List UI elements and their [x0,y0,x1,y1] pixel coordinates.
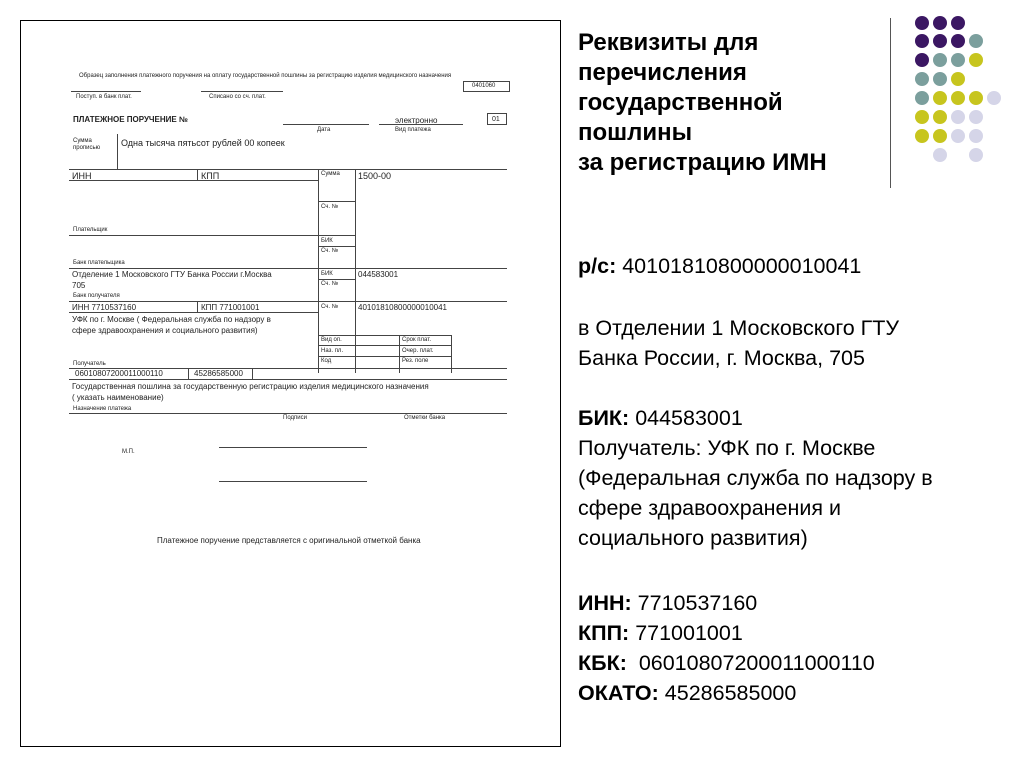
kpp-label: КПП: [578,621,630,645]
dot-icon [915,34,929,48]
dot-icon [951,91,965,105]
summa-label: Сумма [321,171,340,177]
title-line4: пошлины [578,119,693,146]
recipient-line1: УФК по г. Москве ( Федеральная служба по надзору в [72,315,271,324]
platelshik-label: Плательщик [73,227,108,233]
dot-icon [933,129,947,143]
otmetki-banka-label: Отметки банка [404,415,446,421]
dot-icon [915,91,929,105]
title-line1: Реквизиты для [578,29,759,56]
okato-cell: 45286585000 [194,369,243,378]
dot-icon [915,72,929,86]
dot-icon [951,34,965,48]
srok-plat: Срок плат. [402,337,432,343]
summa-text: Одна тысяча пятьсот рублей 00 копеек [121,138,285,148]
dot-icon [969,110,983,124]
dot-icon [933,110,947,124]
dot-icon [933,53,947,67]
dot-icon [933,34,947,48]
dot-icon [951,129,965,143]
postup-label: Поступ. в банк плат. [76,94,132,100]
bank-platelshika: Банк плательщика [73,260,125,266]
sch-no-2: Сч. № [321,248,339,254]
kbk-label: КБК: [578,651,627,675]
title-divider [890,18,891,188]
title-line2: перечисления [578,59,747,86]
bik-label-1: БИК [321,238,333,244]
slide-title [578,28,878,178]
vid-op: Вид оп. [321,337,342,343]
form-footer: Платежное поручение представляется с оригинальной отметкой банка [157,536,421,545]
account-value-cell: 40101810800000010041 [358,303,447,312]
sch-no-3: Сч. № [321,281,339,287]
mp-label: М.П. [122,449,135,455]
bank-line1: в Отделении 1 Московского ГТУ [578,316,900,340]
purpose-line2: ( указать наименование) [72,393,164,402]
electronic-label: электронно [395,116,438,125]
bank-block [578,313,1018,373]
dot-icon [915,110,929,124]
summa-propisyu-1: Сумма [73,138,92,144]
dot-icon [969,129,983,143]
dot-icon [951,110,965,124]
dot-icon [933,16,947,30]
bik-label-2: БИК [321,271,333,277]
date-label: Дата [317,127,331,133]
naznachenie-label: Назначение платежа [73,406,132,412]
codes-block [578,588,1018,708]
summa-value: 1500-00 [358,171,392,181]
okato-value: 45286585000 [664,681,797,705]
form-code: 0401060 [472,83,496,89]
code01: 01 [492,116,500,123]
dot-icon [915,53,929,67]
summa-propisyu-2: прописью [73,145,101,151]
podpisi-label: Подписи [283,415,307,421]
recipient-line3: сфере здравоохранения и [578,496,841,520]
payment-order-form [20,20,561,747]
rez-pole: Рез. поле [402,358,429,364]
bik-label: БИК: [578,406,630,430]
bik-value: 044583001 [635,406,743,430]
dot-icon [933,148,947,162]
dot-icon [951,72,965,86]
account-value: 40101810800000010041 [622,254,862,278]
spisano-label: Списано со сч. плат. [209,94,266,100]
dot-icon [969,91,983,105]
recipient-line1: Получатель: УФК по г. Москве [578,436,876,460]
dot-icon [987,91,1001,105]
inn-recipient: ИНН 7710537160 [72,303,137,312]
naz-pl: Наз. пл. [321,348,344,354]
inn-value: 7710537160 [637,591,758,615]
dot-icon [933,91,947,105]
dot-icon [915,129,929,143]
kpp-label: КПП [201,171,220,181]
dot-icon [951,53,965,67]
bik-value-cell: 044583001 [358,270,399,279]
inn-label: ИНН: [578,591,632,615]
recipient-line2: сфере здравоохранения и социального развития) [72,326,258,335]
dot-icon [915,16,929,30]
form-header: Образец заполнения платежного поручения на оплату государственной пошлины за регистрацию изделия медицинского назначения [79,73,452,79]
recipient-line4: социального развития) [578,526,808,550]
dot-icon [933,72,947,86]
kbk-value: 06010807200011000110 [638,651,875,675]
account-label: р/с: [578,254,617,278]
form-title: ПЛАТЕЖНОЕ ПОРУЧЕНИЕ № [73,115,188,124]
bank-recipient-line2: 705 [72,281,86,290]
bank-recipient-line1: Отделение 1 Московского ГТУ Банка России г.Москва [72,270,272,279]
account-row [578,251,1018,281]
purpose-line1: Государственная пошлина за государственную регистрацию изделия медицинского назначения [72,382,429,391]
recipient-line2: (Федеральная служба по надзору в [578,466,933,490]
title-line5: за регистрацию ИМН [578,149,827,176]
kbk-cell: 06010807200011000110 [75,369,163,378]
sch-no-4: Сч. № [321,304,339,310]
dot-icon [969,34,983,48]
dot-icon [951,16,965,30]
sch-no-1: Сч. № [321,204,339,210]
kod: Код [321,358,332,364]
kpp-recipient: КПП 771001001 [201,303,260,312]
poluchatel-label: Получатель [73,361,106,367]
vid-platezha-label: Вид платежа [395,127,431,133]
okato-label: ОКАТО: [578,681,659,705]
dot-icon [969,53,983,67]
dot-icon [969,148,983,162]
kpp-value: 771001001 [635,621,743,645]
bank-poluchatelya: Банк получателя [73,293,120,299]
ocher-plat: Очер. плат. [402,348,434,354]
inn-label: ИНН [72,171,92,181]
recipient-block [578,403,1018,553]
title-line3: государственной [578,89,783,116]
bank-line2: Банка России, г. Москва, 705 [578,346,865,370]
